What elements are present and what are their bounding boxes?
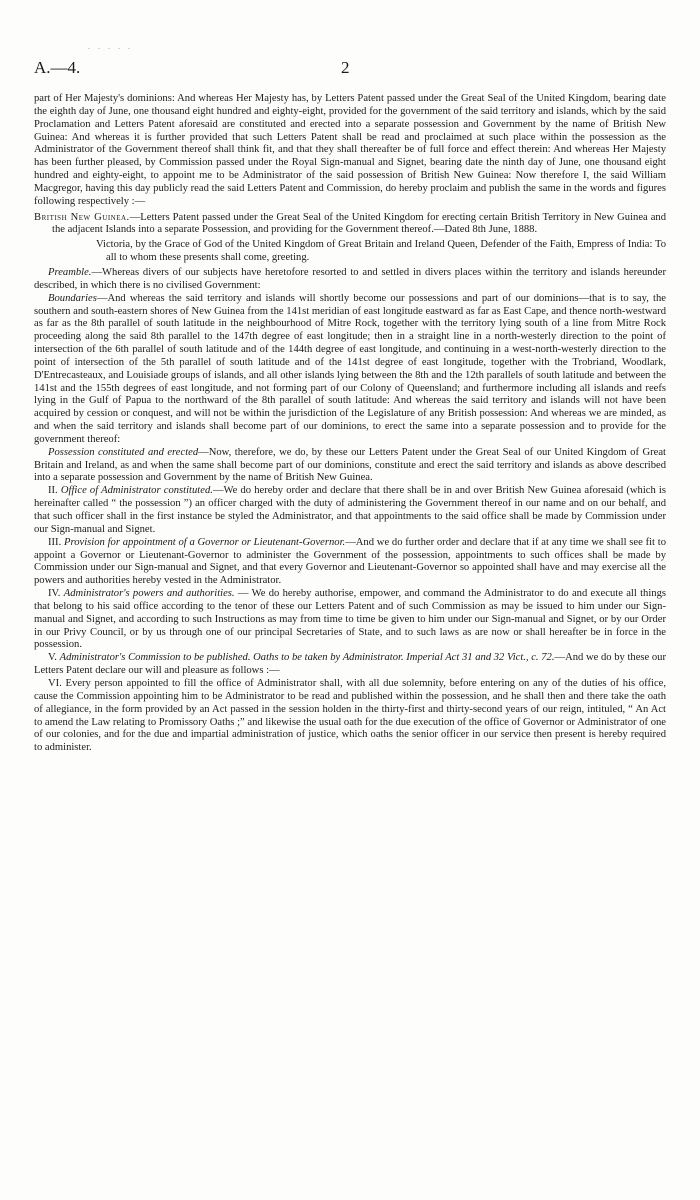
document-reference: A.—4.: [34, 58, 81, 77]
page-number: 2: [341, 58, 350, 77]
section-3-label: Provision for appointment of a Governor or Lieutenant-Governor.: [64, 536, 346, 548]
boundaries-label: Boundaries: [48, 292, 97, 304]
possession-paragraph: [34, 447, 666, 486]
section-4: [34, 588, 666, 652]
possession-text: —Now, therefore, we do, by these our Letters Patent under the Great Seal of our United Kingdom of Great Britain and Ireland, as and when the same shall become part of our dominions, constitute and erect the said territory and islands as above described into a separate possession and Government by the name of British New Guinea.: [34, 446, 666, 484]
section-5-text: —And we do by these our Letters Patent declare our will and pleasure as follows :—: [34, 652, 666, 677]
opening-paragraph: part of Her Majesty's dominions: And whereas Her Majesty has, by Letters Patent passed under the Great Seal of the United Kingdom, bearing date the eighth day of June, one thousand eight hundred and eighty-eight, provided for the government of the said territory and islands, which by the said Proclamation and Letters Patent aforesaid are constituted and erected into a separate possession and Government by the name of British New Guinea: And whereas it is further provided that such Letters Patent shall be read and proclaimed at such place within the possession as the Administrator of the Government thereof shall think fit, and that they shall thereafter be of full force and effect therein: And whereas Her Majesty has been further pleased, by Commission passed under the Royal Sign-manual and Signet, bearing date the ninth day of June, one thousand eight hundred and eighty-eight, to appoint me to be Administrator of the said possession of British New Guinea: Now therefore I, the said William Macgregor, having this day publicly read the said Letters Patent and Commission, do hereby proclaim and publish the same in the words and figures following respectively :—: [34, 93, 666, 207]
margin-marks: . . . . .: [88, 42, 133, 51]
section-2: [34, 485, 666, 536]
section-2-text: —We do hereby order and declare that there shall be in and over British New Guinea aforesaid (which is hereinafter called “ the possession ”) an officer charged with the duty of administering the Government thereof in our name and on our behalf, and that such officer shall in the first instance be styled the Administrator, and that appointments to the said office shall be made by Commission under our Sign-manual and Signet.: [34, 485, 666, 535]
possession-label: Possession constituted and erected: [48, 446, 199, 458]
section-3: [34, 537, 666, 588]
section-4-text: — We do hereby authorise, empower, and command the Administrator to do and execute all things that belong to his said office according to the tenor of these our Letters Patent and of such Commission as may be issued to him under our Sign-manual and Signet, and according to such Instructions as may from time to time be given to him under our Sign-manual and Signet, or by our Order in our Privy Council, or by us through one of our principal Secretaries of State, and to such laws as are now or shall hereafter be in force in the possession.: [34, 588, 666, 651]
section-3-text: —And we do further order and declare that if at any time we shall see fit to appoint a Governor or Lieutenant-Governor to administer the Government of the possession, appointments to such offices shall be made by Commission under our Sign-manual and Signet, and that every Governor and Lieutenant-Governor so appointed shall have and may exercise all the powers and authorities hereby vested in the Administrator.: [34, 536, 666, 587]
section-3-number: III.: [48, 536, 62, 548]
preamble-paragraph: [34, 267, 666, 293]
section-6-text: Every person appointed to fill the office of Administrator shall, with all due solemnity, before entering on any of the duties of his office, cause the Commission appointing him to be Administrator to be read and published within the possession, and he shall then and there take the oath of allegiance, in the form provided by an Act passed in the session holden in the thirty-first and thirty-second years of our reign, intituled, “ An Act to amend the Law relating to Promissory Oaths ;” and likewise the usual oath for the due execution of the office of Governor or Administrator of one of our colonies, and for the due and impartial administration of justice, which oaths the senior officer in our service then present is hereby required to administer.: [34, 677, 667, 754]
boundaries-text: —And whereas the said territory and islands will shortly become our possessions and part of our dominions—that is to say, the southern and south-eastern shores of New Guinea from the 141st meridian of east longitude eastward as far as East Cape, and thence north-westward as far as the 8th parallel of south latitude in the neighbourhood of Mitre Rock, together with the territory lying south of a line from Mitre Rock proceeding along the said 8th parallel to the 147th degree of east longitude; then in a straight line in a north-westerly direction to the point of intersection of the 6th parallel of south latitude and of the 144th degree of east longitude, and continuing in a west-north-westerly direction to the point of intersection of the 5th parallel of south latitude and of the 141st degree of east longitude, together with the Trobriand, Woodlark, D'Entrecasteaux, and Louisiade groups of islands, and all other islands lying between the 8th and the 12th parallels of south latitude and between the 141st and the 155th degrees of east longitude, and not forming part of our Colony of Queensland; and furthermore including all islands and reefs lying in the Gulf of Papua to the northward of the 8th parallel of south latitude: And whereas the said territory and islands will not have been acquired by cession or conquest, and will not be within the jurisdiction of the Legislature of any British possession: And whereas we are minded, as and when the said territory and islands shall become part of our dominions, to erect the same into a separate possession and to provide for the government thereof:: [34, 292, 666, 445]
section-2-label: Office of Administrator constituted.: [60, 485, 213, 497]
letters-patent-heading: British New Guinea.: [34, 211, 130, 223]
boundaries-paragraph: [34, 293, 666, 447]
preamble-label: Preamble.: [48, 266, 92, 278]
section-2-number: II.: [48, 485, 58, 497]
letters-patent-title: [34, 212, 666, 238]
preamble-text: —Whereas divers of our subjects have heretofore resorted to and settled in divers places within the territory and islands hereunder described, in which there is no civilised Government:: [34, 266, 666, 291]
section-4-label: Administrator's powers and authorities.: [63, 588, 235, 600]
section-6: [34, 678, 666, 755]
section-6-number: VI.: [48, 677, 62, 689]
body-text: [34, 93, 666, 755]
section-5-label: Administrator's Commission to be published. Oaths to be taken by Administrator. Imperial Act 31 and 32 Vict., c. 72.: [59, 652, 555, 664]
letters-patent-text: —Letters Patent passed under the Great Seal of the United Kingdom for erecting certain British Territory in New Guinea and the adjacent Islands into a separate Possession, and providing for the Government thereof.—Dated 8th June, 1888.: [52, 211, 666, 236]
page-header: [34, 58, 670, 82]
section-5-number: V.: [48, 652, 57, 664]
victoria-greeting: Victoria, by the Grace of God of the United Kingdom of Great Britain and Ireland Queen, Defender of the Faith, Empress of India: To all to whom these presents shall come, greeting.: [96, 239, 666, 264]
section-4-number: IV.: [48, 588, 61, 600]
section-5: [34, 652, 666, 678]
